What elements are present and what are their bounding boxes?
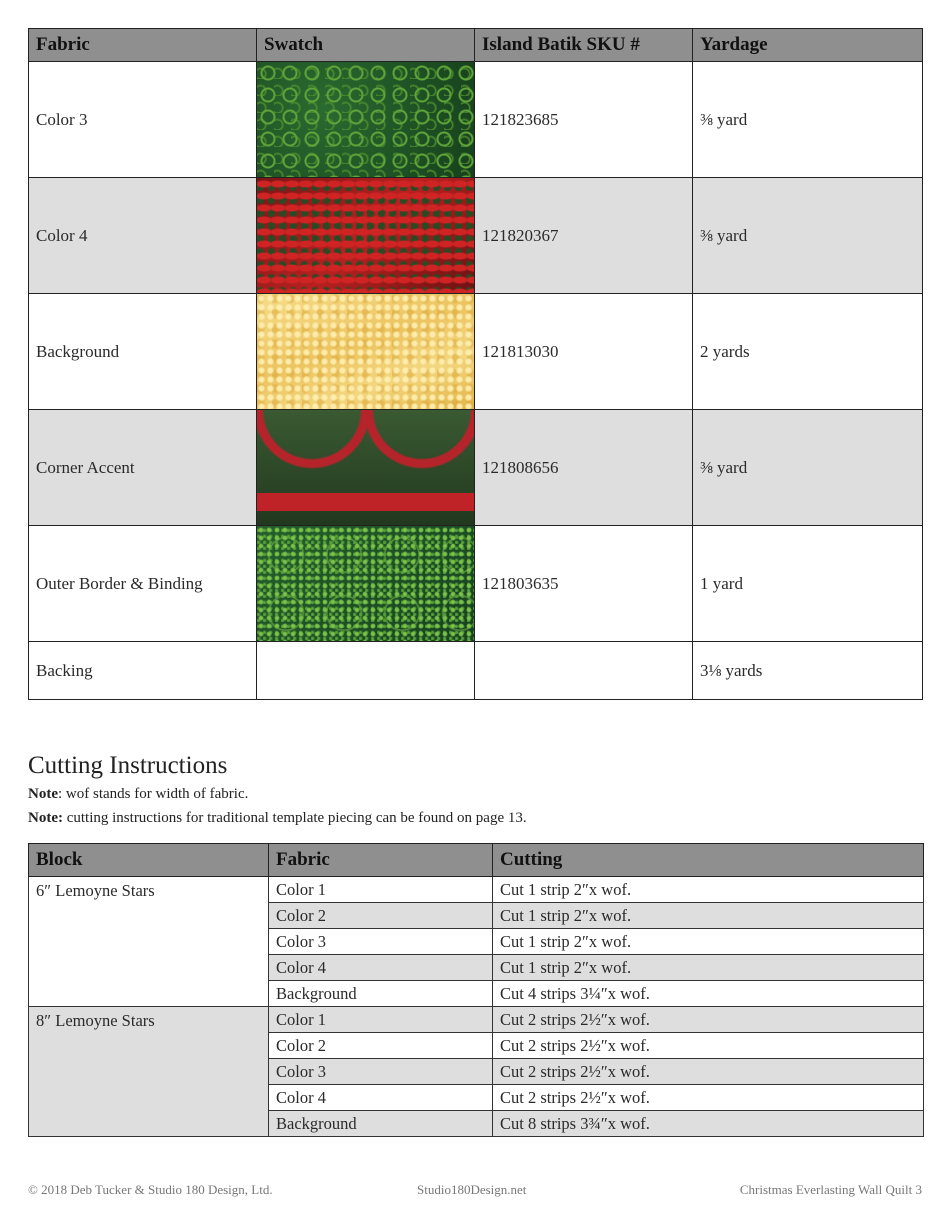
cutting-instructions-table [28,843,924,1137]
yardage-value: 2 yards [693,294,923,410]
swatch-cell [257,642,475,700]
cutting-instruction: Cut 2 strips 2½″x wof. [493,1007,924,1033]
fabric-name: Color 2 [269,1033,493,1059]
fabric-name: Outer Border & Binding [29,526,257,642]
fabric-name: Color 3 [269,1059,493,1085]
cutting-instruction: Cut 1 strip 2″x wof. [493,877,924,903]
table-row [29,526,923,642]
column-header-cutting: Cutting [493,844,924,877]
fabric-name: Backing [29,642,257,700]
fabric-swatch-image [257,526,474,641]
fabric-name: Color 1 [269,1007,493,1033]
table-row [29,877,924,903]
swatch-cell [257,410,475,526]
cutting-instruction: Cut 4 strips 3¼″x wof. [493,981,924,1007]
cutting-instruction: Cut 2 strips 2½″x wof. [493,1033,924,1059]
sku-number: 121808656 [475,410,693,526]
column-header-fabric: Fabric [269,844,493,877]
column-header-sku: Island Batik SKU # [475,29,693,62]
cutting-instruction: Cut 2 strips 2½″x wof. [493,1085,924,1111]
table-row [29,178,923,294]
sku-number: 121823685 [475,62,693,178]
swatch-cell [257,526,475,642]
swatch-cell [257,294,475,410]
sku-number [475,642,693,700]
yardage-value: ⅜ yard [693,178,923,294]
table-row [29,294,923,410]
table-row [29,1007,924,1033]
table-row [29,642,923,700]
table-row [29,410,923,526]
fabric-name: Color 4 [269,955,493,981]
cutting-instruction: Cut 1 strip 2″x wof. [493,929,924,955]
table-header-row [29,844,924,877]
fabric-name: Background [269,981,493,1007]
yardage-value: ⅜ yard [693,410,923,526]
column-header-swatch: Swatch [257,29,475,62]
yardage-value: 1 yard [693,526,923,642]
sku-number: 121820367 [475,178,693,294]
note-template-piecing [28,810,527,827]
note-text: cutting instructions for traditional template piecing can be found on page 13. [62,810,527,826]
fabric-requirements-table [28,28,923,700]
column-header-yardage: Yardage [693,29,923,62]
fabric-name: Corner Accent [29,410,257,526]
fabric-swatch-image [257,62,474,177]
yardage-value: 3⅛ yards [693,642,923,700]
swatch-cell [257,178,475,294]
table-header-row [29,29,923,62]
cutting-instruction: Cut 2 strips 2½″x wof. [493,1059,924,1085]
yardage-value: ⅜ yard [693,62,923,178]
fabric-name: Color 3 [29,62,257,178]
note-label: Note [28,786,58,802]
fabric-name: Color 1 [269,877,493,903]
cutting-instruction: Cut 1 strip 2″x wof. [493,955,924,981]
footer-copyright: © 2018 Deb Tucker & Studio 180 Design, Ltd. [28,1182,273,1197]
fabric-swatch-image [257,410,474,525]
note-text: : wof stands for width of fabric. [58,786,249,802]
fabric-name: Color 2 [269,903,493,929]
column-header-block: Block [29,844,269,877]
table-row [29,62,923,178]
fabric-name: Background [29,294,257,410]
column-header-fabric: Fabric [29,29,257,62]
fabric-name: Color 4 [29,178,257,294]
footer-website: Studio180Design.net [417,1182,527,1197]
fabric-swatch-image [257,178,474,293]
swatch-cell [257,62,475,178]
note-wof [28,786,248,803]
fabric-name: Color 3 [269,929,493,955]
footer-title-page: Christmas Everlasting Wall Quilt 3 [739,1182,922,1197]
note-label: Note: [28,810,63,826]
fabric-swatch-image [257,294,474,409]
sku-number: 121803635 [475,526,693,642]
fabric-name: Color 4 [269,1085,493,1111]
cutting-instruction: Cut 8 strips 3¾″x wof. [493,1111,924,1137]
section-heading: Cutting Instructions [28,752,228,779]
cutting-instruction: Cut 1 strip 2″x wof. [493,903,924,929]
block-name: 8″ Lemoyne Stars [29,1007,269,1137]
sku-number: 121813030 [475,294,693,410]
fabric-name: Background [269,1111,493,1137]
block-name: 6″ Lemoyne Stars [29,877,269,1007]
